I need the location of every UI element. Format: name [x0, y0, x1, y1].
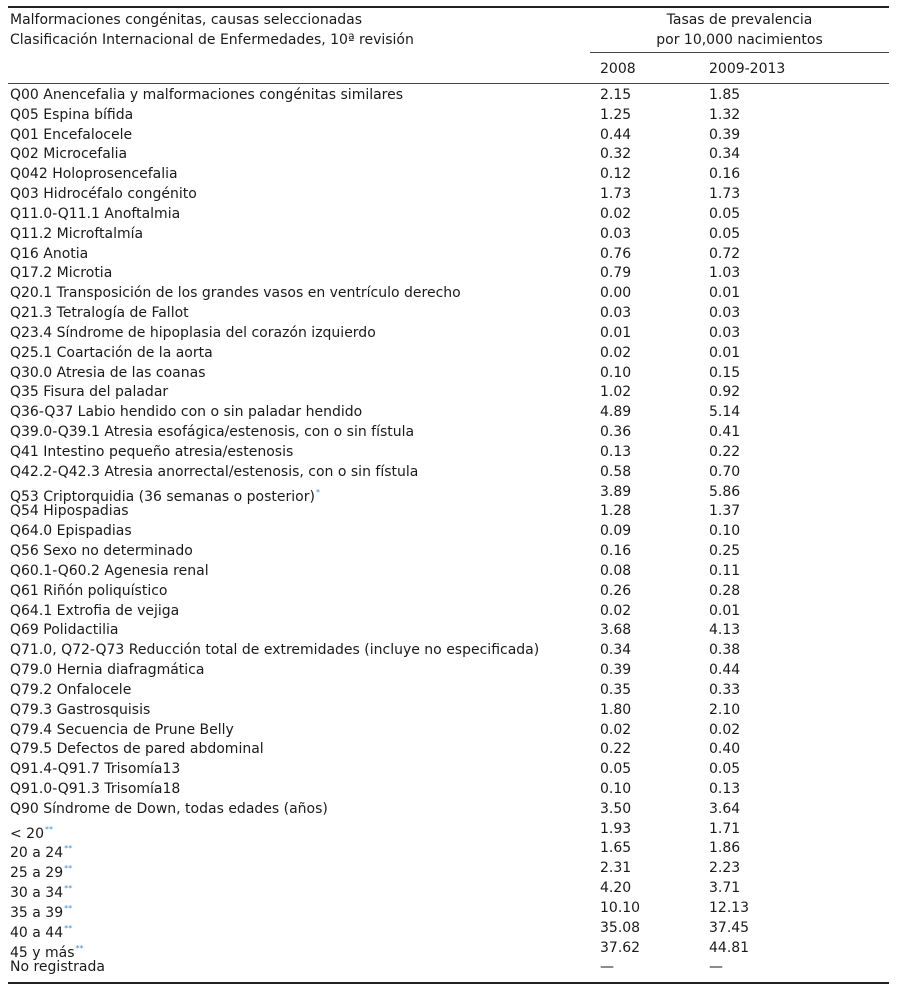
row-label [10, 681, 131, 701]
value-2009-2013: 0.01 [709, 285, 741, 302]
value-2009-2013: 5.14 [709, 404, 741, 421]
value-2008: — [600, 959, 614, 976]
value-2009-2013: 1.37 [709, 503, 741, 520]
value-2009-2013: 0.70 [709, 463, 741, 480]
value-2009-2013: 0.03 [709, 305, 741, 322]
table-row [0, 621, 899, 641]
table-row [0, 958, 899, 978]
table-row [0, 939, 899, 959]
table-row [0, 919, 899, 939]
row-label-text: Q03 Hidrocéfalo congénito [10, 186, 197, 203]
table-row [0, 344, 899, 364]
row-label-text: Q23.4 Síndrome de hipoplasia del corazón izquierdo [10, 324, 376, 341]
rate-header-line2: por 10,000 nacimientos [656, 32, 823, 48]
table-row [0, 780, 899, 800]
row-label [10, 463, 418, 483]
table-row [0, 443, 899, 463]
row-label-text: Q54 Hipospadias [10, 503, 129, 520]
value-2009-2013: — [709, 959, 723, 976]
row-label-text: Q042 Holoprosencefalia [10, 166, 178, 183]
row-label [10, 800, 328, 820]
value-2009-2013: 12.13 [709, 899, 750, 916]
table-row [0, 403, 899, 423]
table-row [0, 145, 899, 165]
table-row [0, 740, 899, 760]
row-label-text: Q64.0 Epispadias [10, 523, 132, 540]
value-2009-2013: 1.85 [709, 87, 741, 103]
rate-header-underline [590, 52, 889, 53]
table-row [0, 284, 899, 304]
value-2008: 0.22 [600, 741, 632, 758]
row-label-text: Q30.0 Atresia de las coanas [10, 364, 206, 381]
row-label-text: 25 a 29 [10, 865, 64, 882]
row-label [10, 304, 189, 324]
table-row [0, 423, 899, 443]
value-2009-2013: 0.34 [709, 146, 741, 163]
value-2008: 3.50 [600, 800, 632, 817]
value-2008: 0.02 [600, 602, 632, 619]
rate-header-line1: Tasas de prevalencia [666, 12, 813, 28]
footnote-marker: ** [64, 884, 73, 894]
value-2009-2013: 0.40 [709, 741, 741, 758]
row-label-text: Q79.0 Hernia diafragmática [10, 662, 205, 679]
row-label-text: Q35 Fisura del paladar [10, 384, 169, 401]
row-label [10, 760, 180, 780]
value-2008: 0.02 [600, 205, 632, 222]
row-label-text: 20 a 24 [10, 845, 64, 862]
value-2008: 0.34 [600, 642, 632, 659]
value-2009-2013: 0.13 [709, 780, 741, 797]
row-label-text: Q11.2 Microftalmía [10, 225, 144, 242]
value-2009-2013: 0.05 [709, 761, 741, 778]
row-label-text: Q90 Síndrome de Down, todas edades (años) [10, 800, 328, 817]
row-label-text: 30 a 34 [10, 885, 64, 902]
row-label [10, 423, 414, 443]
value-2009-2013: 0.05 [709, 225, 741, 242]
value-2008: 0.12 [600, 166, 632, 183]
footnote-marker: ** [45, 824, 53, 834]
table-row [0, 165, 899, 185]
table-row [0, 661, 899, 681]
value-2009-2013: 0.01 [709, 344, 741, 361]
value-2009-2013: 0.41 [709, 424, 741, 441]
table-row [0, 364, 899, 384]
value-2009-2013: 4.13 [709, 622, 741, 639]
value-2008: 1.28 [600, 503, 632, 520]
row-label [10, 245, 88, 265]
row-label-text: Q25.1 Coartación de la aorta [10, 344, 213, 361]
value-2009-2013: 5.86 [709, 483, 741, 500]
value-2009-2013: 0.38 [709, 642, 741, 659]
table-row [0, 324, 899, 344]
row-label [10, 740, 264, 760]
footnote-marker: ** [64, 844, 73, 854]
table-row [0, 106, 899, 126]
value-2008: 0.58 [600, 463, 632, 480]
value-2009-2013: 37.45 [709, 919, 750, 936]
table-row [0, 582, 899, 602]
value-2009-2013: 2.23 [709, 860, 741, 877]
value-2009-2013: 3.64 [709, 800, 741, 817]
row-label [10, 185, 197, 205]
row-label-text: Q71.0, Q72-Q73 Reducción total de extremidades (incluye no especificada) [10, 642, 540, 659]
row-label [10, 106, 133, 126]
table-body [0, 86, 899, 978]
value-2009-2013: 0.15 [709, 364, 741, 381]
value-2008: 0.79 [600, 265, 632, 282]
table-row [0, 264, 899, 284]
column-header-2009-2013: 2009-2013 [709, 61, 786, 77]
row-label-text: Q61 Riñón poliquístico [10, 582, 168, 599]
value-2008: 0.00 [600, 285, 632, 302]
row-label-text: Q79.4 Secuencia de Prune Belly [10, 721, 234, 738]
value-2008: 1.73 [600, 186, 632, 203]
table-title-line2: Clasificación Internacional de Enfermedades, 10ª revisión [10, 32, 414, 48]
row-label [10, 780, 180, 800]
value-2008: 0.09 [600, 523, 632, 540]
value-2008: 0.44 [600, 126, 632, 143]
table-row [0, 205, 899, 225]
value-2009-2013: 1.03 [709, 265, 741, 282]
value-2008: 0.36 [600, 424, 632, 441]
table-row [0, 820, 899, 840]
row-label [10, 701, 150, 721]
value-2008: 1.80 [600, 701, 632, 718]
value-2008: 1.25 [600, 106, 632, 123]
value-2009-2013: 0.10 [709, 523, 741, 540]
table-row [0, 502, 899, 522]
row-label-text: 45 y más [10, 944, 75, 961]
row-label-text: Q79.3 Gastrosquisis [10, 701, 151, 718]
row-label [10, 145, 127, 165]
value-2008: 2.15 [600, 87, 632, 103]
row-label [10, 522, 132, 542]
value-2008: 0.76 [600, 245, 632, 262]
value-2008: 0.10 [600, 780, 632, 797]
value-2009-2013: 1.71 [709, 820, 741, 837]
value-2008: 10.10 [600, 899, 641, 916]
row-label [10, 383, 168, 403]
table-row [0, 383, 899, 403]
value-2008: 0.02 [600, 344, 632, 361]
table-row [0, 126, 899, 146]
value-2009-2013: 0.02 [709, 721, 741, 738]
row-label-text: Q39.0-Q39.1 Atresia esofágica/estenosis, con o sin fístula [10, 424, 415, 441]
value-2008: 0.13 [600, 443, 632, 460]
table-row [0, 800, 899, 820]
row-label-text: Q60.1-Q60.2 Agenesia renal [10, 562, 209, 579]
row-label-text: Q16 Anotia [10, 245, 89, 262]
row-label-text: < 20 [10, 825, 44, 842]
value-2008: 0.05 [600, 761, 632, 778]
value-2009-2013: 2.10 [709, 701, 741, 718]
value-2008: 0.16 [600, 543, 632, 560]
table-row [0, 245, 899, 265]
value-2008: 0.08 [600, 562, 632, 579]
table-row [0, 681, 899, 701]
table-row [0, 641, 899, 661]
value-2009-2013: 0.39 [709, 126, 741, 143]
table-row [0, 602, 899, 622]
value-2009-2013: 0.28 [709, 582, 741, 599]
row-label-text: Q91.0-Q91.3 Trisomía18 [10, 780, 181, 797]
row-label [10, 284, 461, 304]
row-label-text: Q69 Polidactilia [10, 622, 119, 639]
value-2008: 0.03 [600, 305, 632, 322]
table-row [0, 879, 899, 902]
value-2008: 0.02 [600, 721, 632, 738]
row-label-text: Q56 Sexo no determinado [10, 543, 193, 560]
value-2009-2013: 0.22 [709, 443, 741, 460]
row-label-text: Q79.5 Defectos de pared abdominal [10, 741, 264, 758]
row-label [10, 502, 129, 522]
row-label [10, 225, 143, 245]
table-row [0, 859, 899, 882]
row-label-text: Q36-Q37 Labio hendido con o sin paladar hendido [10, 404, 363, 421]
value-2008: 0.26 [600, 582, 632, 599]
value-2008: 1.02 [600, 384, 632, 401]
row-label [10, 86, 403, 106]
row-label [10, 958, 105, 978]
row-label-text: 35 a 39 [10, 904, 64, 921]
table-row [0, 542, 899, 562]
table-row [0, 522, 899, 542]
value-2009-2013: 0.11 [709, 562, 741, 579]
value-2008: 4.20 [600, 880, 632, 897]
row-label-text: Q11.0-Q11.1 Anoftalmia [10, 205, 181, 222]
row-label-text: Q42.2-Q42.3 Atresia anorrectal/estenosis, con o sin fístula [10, 463, 419, 480]
footnote-marker: ** [64, 903, 73, 913]
value-2009-2013: 0.05 [709, 205, 741, 222]
value-2009-2013: 1.32 [709, 106, 741, 123]
value-2009-2013: 0.33 [709, 681, 741, 698]
row-label-text: Q01 Encefalocele [10, 126, 133, 143]
row-label-text: Q91.4-Q91.7 Trisomía13 [10, 761, 181, 778]
row-label [10, 344, 213, 364]
row-label-text: Q79.2 Onfalocele [10, 681, 132, 698]
value-2008: 35.08 [600, 919, 641, 936]
value-2009-2013: 3.71 [709, 880, 741, 897]
row-label [10, 641, 539, 661]
row-label [10, 403, 362, 423]
row-label-text: Q21.3 Tetralogía de Fallot [10, 305, 189, 322]
row-label-text: Q02 Microcefalia [10, 146, 128, 163]
value-2008: 0.39 [600, 662, 632, 679]
row-label-text: Q20.1 Transposición de los grandes vasos en ventrículo derecho [10, 285, 461, 302]
table-row [0, 839, 899, 862]
value-2009-2013: 1.73 [709, 186, 741, 203]
row-label-text: 40 a 44 [10, 924, 64, 941]
table-row [0, 225, 899, 245]
table-row [0, 760, 899, 780]
row-label [10, 721, 234, 741]
value-2009-2013: 0.01 [709, 602, 741, 619]
row-label-text: Q53 Criptorquidia (36 semanas o posterior) [10, 488, 315, 505]
row-label [10, 205, 180, 225]
row-label [10, 126, 132, 146]
footnote-marker: ** [75, 943, 84, 953]
row-label-text: Q00 Anencefalia y malformaciones congénitas similares [10, 87, 404, 103]
table-row [0, 304, 899, 324]
value-2009-2013: 0.03 [709, 324, 741, 341]
row-label [10, 364, 206, 384]
row-label [10, 661, 204, 681]
value-2009-2013: 0.92 [709, 384, 741, 401]
footnote-marker: * [315, 487, 320, 497]
value-2008: 0.35 [600, 681, 632, 698]
row-label [10, 542, 193, 562]
column-header-2008: 2008 [600, 61, 636, 77]
table-row [0, 899, 899, 919]
value-2008: 4.89 [600, 404, 632, 421]
table-row [0, 701, 899, 721]
value-2009-2013: 0.72 [709, 245, 741, 262]
row-label [10, 562, 209, 582]
row-label [10, 582, 167, 602]
value-2008: 0.03 [600, 225, 632, 242]
row-label [10, 324, 376, 344]
table-bottom-rule [8, 982, 889, 984]
row-label [10, 443, 293, 463]
value-2008: 0.10 [600, 364, 632, 381]
row-label [10, 264, 112, 284]
row-label-text: No registrada [10, 959, 105, 976]
value-2008: 0.01 [600, 324, 632, 341]
value-2008: 3.68 [600, 622, 632, 639]
value-2008: 0.32 [600, 146, 632, 163]
row-label [10, 621, 118, 641]
table-title-line1: Malformaciones congénitas, causas seleccionadas [10, 12, 363, 28]
table-row [0, 483, 899, 503]
value-2008: 3.89 [600, 483, 632, 500]
value-2008: 37.62 [600, 939, 641, 956]
value-2009-2013: 44.81 [709, 939, 750, 956]
value-2009-2013: 1.86 [709, 840, 741, 857]
footnote-marker: ** [64, 864, 73, 874]
value-2008: 1.65 [600, 840, 632, 857]
row-label-text: Q05 Espina bífida [10, 106, 134, 123]
row-label-text: Q41 Intestino pequeño atresia/estenosis [10, 443, 294, 460]
footnote-marker: ** [64, 923, 73, 933]
value-2009-2013: 0.44 [709, 662, 741, 679]
table-row [0, 463, 899, 483]
value-2009-2013: 0.16 [709, 166, 741, 183]
table-row [0, 721, 899, 741]
row-label [10, 165, 178, 185]
table-top-rule [8, 6, 889, 8]
value-2008: 1.93 [600, 820, 632, 837]
value-2009-2013: 0.25 [709, 543, 741, 560]
table-row [0, 86, 899, 106]
row-label-text: Q17.2 Microtia [10, 265, 113, 282]
value-2008: 2.31 [600, 860, 632, 877]
row-label-text: Q64.1 Extrofia de vejiga [10, 602, 180, 619]
table-row [0, 562, 899, 582]
header-bottom-rule [8, 83, 889, 84]
row-label [10, 602, 179, 622]
table-row [0, 185, 899, 205]
